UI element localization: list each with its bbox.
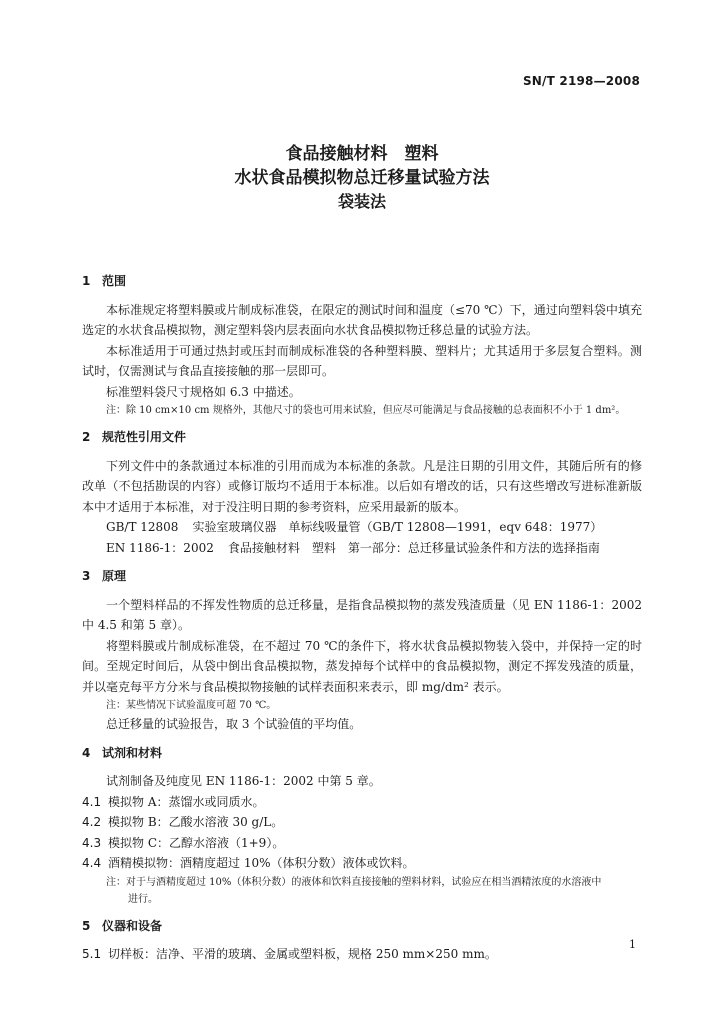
section-3-heading: 3 原理 — [82, 569, 127, 583]
section-5-heading: 5 仪器和设备 — [82, 918, 163, 933]
paragraph: 本标准适用于可通过热封或压封而制成标准袋的各种塑料膜、塑料片；尤其适用于多层复合塑料。测试时，仅需测试与食品直接接触的那一层即可。 — [82, 343, 642, 378]
list-item: 5.1 切样板：洁净、平滑的玻璃、金属或塑料板，规格 250 mm×250 mm。 — [82, 947, 497, 961]
list-item: 4.1 模拟物 A：蒸馏水或同质水。 — [82, 794, 265, 809]
list-item: 4.4 酒精模拟物：酒精度超过 10%（体积分数）液体或饮料。 — [82, 856, 415, 870]
list-item: 4.2 模拟物 B：乙酸水溶液 30 g/L。 — [82, 815, 284, 829]
list-item: 4.3 模拟物 C：乙醇水溶液（1+9）。 — [82, 835, 285, 850]
standard-code: SN/T 2198—2008 — [522, 74, 640, 88]
paragraph: 将塑料膜或片制成标准袋，在不超过 70 ℃的条件下，将水状食品模拟物装入袋中，并保持一定的时间。至规定时间后，从袋中倒出食品模拟物，蒸发掉每个试样中的食品模拟物，测定不挥发残渣的质量，并以毫克每平方分米与食品模拟物接触的试样表面积来表示，即 mg/dm² 表示。 — [82, 638, 642, 694]
document-title — [0, 142, 724, 214]
paragraph: 本标准规定将塑料膜或片制成标准袋，在限定的测试时间和温度（≤70 ℃）下，通过向塑料袋中填充选定的水状食品模拟物，测定塑料袋内层表面向水状食品模拟物迁移总量的试验方法。 — [82, 302, 642, 337]
reference-item: EN 1186-1：2002 食品接触材料 塑料 第一部分：总迁移量试验条件和方法的选择指南 — [106, 540, 600, 555]
title-line-1: 食品接触材料 塑料 — [285, 144, 439, 164]
title-line-3: 袋装法 — [337, 192, 386, 211]
paragraph: 一个塑料样品的不挥发性物质的总迁移量，是指食品模拟物的蒸发残渣质量（见 EN 1186-1：2002 中 4.5 和第 5 章）。 — [82, 597, 642, 632]
section-4-heading: 4 试剂和材料 — [82, 745, 163, 760]
paragraph: 试剂制备及纯度见 EN 1186-1：2002 中第 5 章。 — [106, 774, 381, 788]
document-body — [82, 263, 642, 965]
paragraph: 总迁移量的试验报告，取 3 个试验值的平均值。 — [106, 717, 362, 731]
note: 注：某些情况下试验温度可超 70 ℃。 — [106, 700, 277, 711]
paragraph: 标准塑料袋尺寸规格如 6.3 中描述。 — [106, 384, 301, 399]
reference-item: GB/T 12808 实验室玻璃仪器 单标线吸量管（GB/T 12808—1991，eqv 648：1977） — [106, 520, 603, 534]
title-line-2: 水状食品模拟物总迁移量试验方法 — [234, 168, 490, 188]
page-number: 1 — [629, 938, 636, 951]
note: 注：除 10 cm×10 cm 规格外，其他尺寸的袋也可用来试验，但应尽可能满足与食品接触的总表面积不小于 1 dm²。 — [106, 405, 626, 416]
section-2-heading: 2 规范性引用文件 — [82, 430, 187, 444]
section-1-heading: 1 范围 — [82, 274, 127, 288]
paragraph: 下列文件中的条款通过本标准的引用而成为本标准的条款。凡是注日期的引用文件，其随后所有的修改单（不包括勘误的内容）或修订版均不适用于本标准。以后如有增改的话，只有这些增改写进标准新版本中才适用于本标准，对于没注明日期的参考资料，应采用最新的版本。 — [82, 458, 642, 514]
note: 注：对于与酒精度超过 10%（体积分数）的液体和饮料直接接触的塑料材料，试验应在相当酒精浓度的水溶液中 进行。 — [106, 876, 602, 905]
